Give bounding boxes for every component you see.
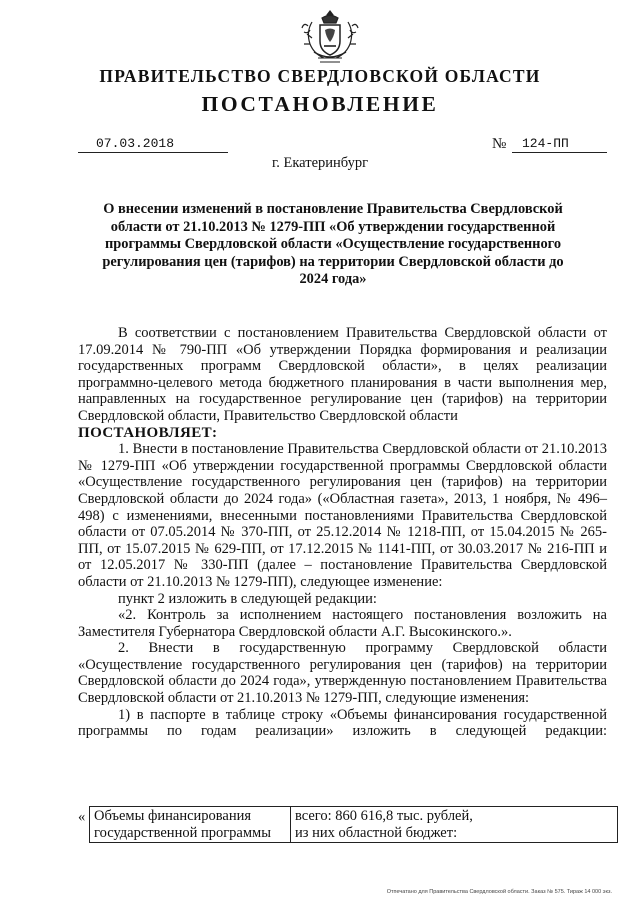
- item-2-paragraph: 2. Внести в государственную программу Свердловской области «Осуществление государственного регулирования цен (тарифов) на территории Свердловской области до 2024 года», утвержденную постановлением Правительства Свердловской области от 21.10.2013 № 1279-ПП, следующие изменения:: [78, 640, 607, 707]
- coat-of-arms-icon: [300, 8, 360, 66]
- document-date: 07.03.2018: [78, 136, 228, 153]
- document-number: 124-ПП: [512, 136, 607, 153]
- table-open-quote: «: [78, 809, 86, 825]
- financing-label-cell: Объемы финансирования государственной программы: [90, 807, 291, 843]
- item-1-quote-paragraph: «2. Контроль за исполнением настоящего постановления возложить на Заместителя Губернатора Свердловской области А.Г. Высокинского.».: [78, 607, 607, 640]
- organization-name: ПРАВИТЕЛЬСТВО СВЕРДЛОВСКОЙ ОБЛАСТИ: [99, 66, 541, 86]
- number-label: №: [492, 136, 507, 152]
- financing-table: [89, 806, 618, 843]
- financing-value-cell: [291, 807, 618, 843]
- item-1-paragraph: 1. Внести в постановление Правительства Свердловской области от 21.10.2013 № 1279-ПП «Об утверждении государственной программы Свердловской области «Осуществление государственного регулирования цен (тарифов) на территории Свердловской области до 2024 года» («Областная газета», 2013, 1 ноября, № 496–498) с изменениями, внесенными постановлениями Правительства Свердловской области от 07.05.2014 № 370-ПП, от 25.12.2014 № 1218-ПП, от 15.04.2015 № 265-ПП, от 15.07.2015 № 629-ПП, от 17.12.2015 № 1141-ПП, от 30.03.2017 № 216-ПП и от 12.05.2017 № 330-ПП (далее – постановление Правительства Свердловской области от 21.10.2013 № 1279-ПП), следующее изменение:: [78, 441, 607, 590]
- preamble-paragraph: В соответствии с постановлением Правительства Свердловской области от 17.09.2014 № 790-ПП «Об утверждении Порядка формирования и реализации государственных программ Свердловской области», в целях реализации программно-целевого метода бюджетного планирования в части выполнения мер, направленных на государственное регулирование цен (тарифов) на территории Свердловской области, Правительство Свердловской области: [78, 325, 607, 424]
- document-type: ПОСТАНОВЛЕНИЕ: [201, 92, 439, 116]
- document-body: [78, 325, 607, 740]
- financing-regional: из них областной бюджет:: [295, 824, 458, 841]
- item-1-subparagraph: пункт 2 изложить в следующей редакции:: [118, 590, 377, 607]
- item-2-subparagraph: 1) в паспорте в таблице строку «Объемы финансирования государственной программы по годам реализации» изложить в следующей редакции:: [78, 706, 607, 740]
- city: г. Екатеринбург: [271, 155, 369, 171]
- table-row: [90, 807, 618, 843]
- resolves-heading: ПОСТАНОВЛЯЕТ:: [78, 424, 218, 441]
- financing-total: всего: 860 616,8 тыс. рублей,: [295, 808, 473, 824]
- print-footer-note: Отпечатано для Правительства Свердловской области. Заказ № 575. Тираж 14 000 экз.: [386, 889, 612, 895]
- document-subject: О внесении изменений в постановление Правительства Свердловской области от 21.10.2013 № 1279-ПП «Об утверждении государственной программы Свердловской области «Осуществление государственного регулирования цен (тарифов) на территории Свердловской области до 2024 года»: [102, 201, 564, 287]
